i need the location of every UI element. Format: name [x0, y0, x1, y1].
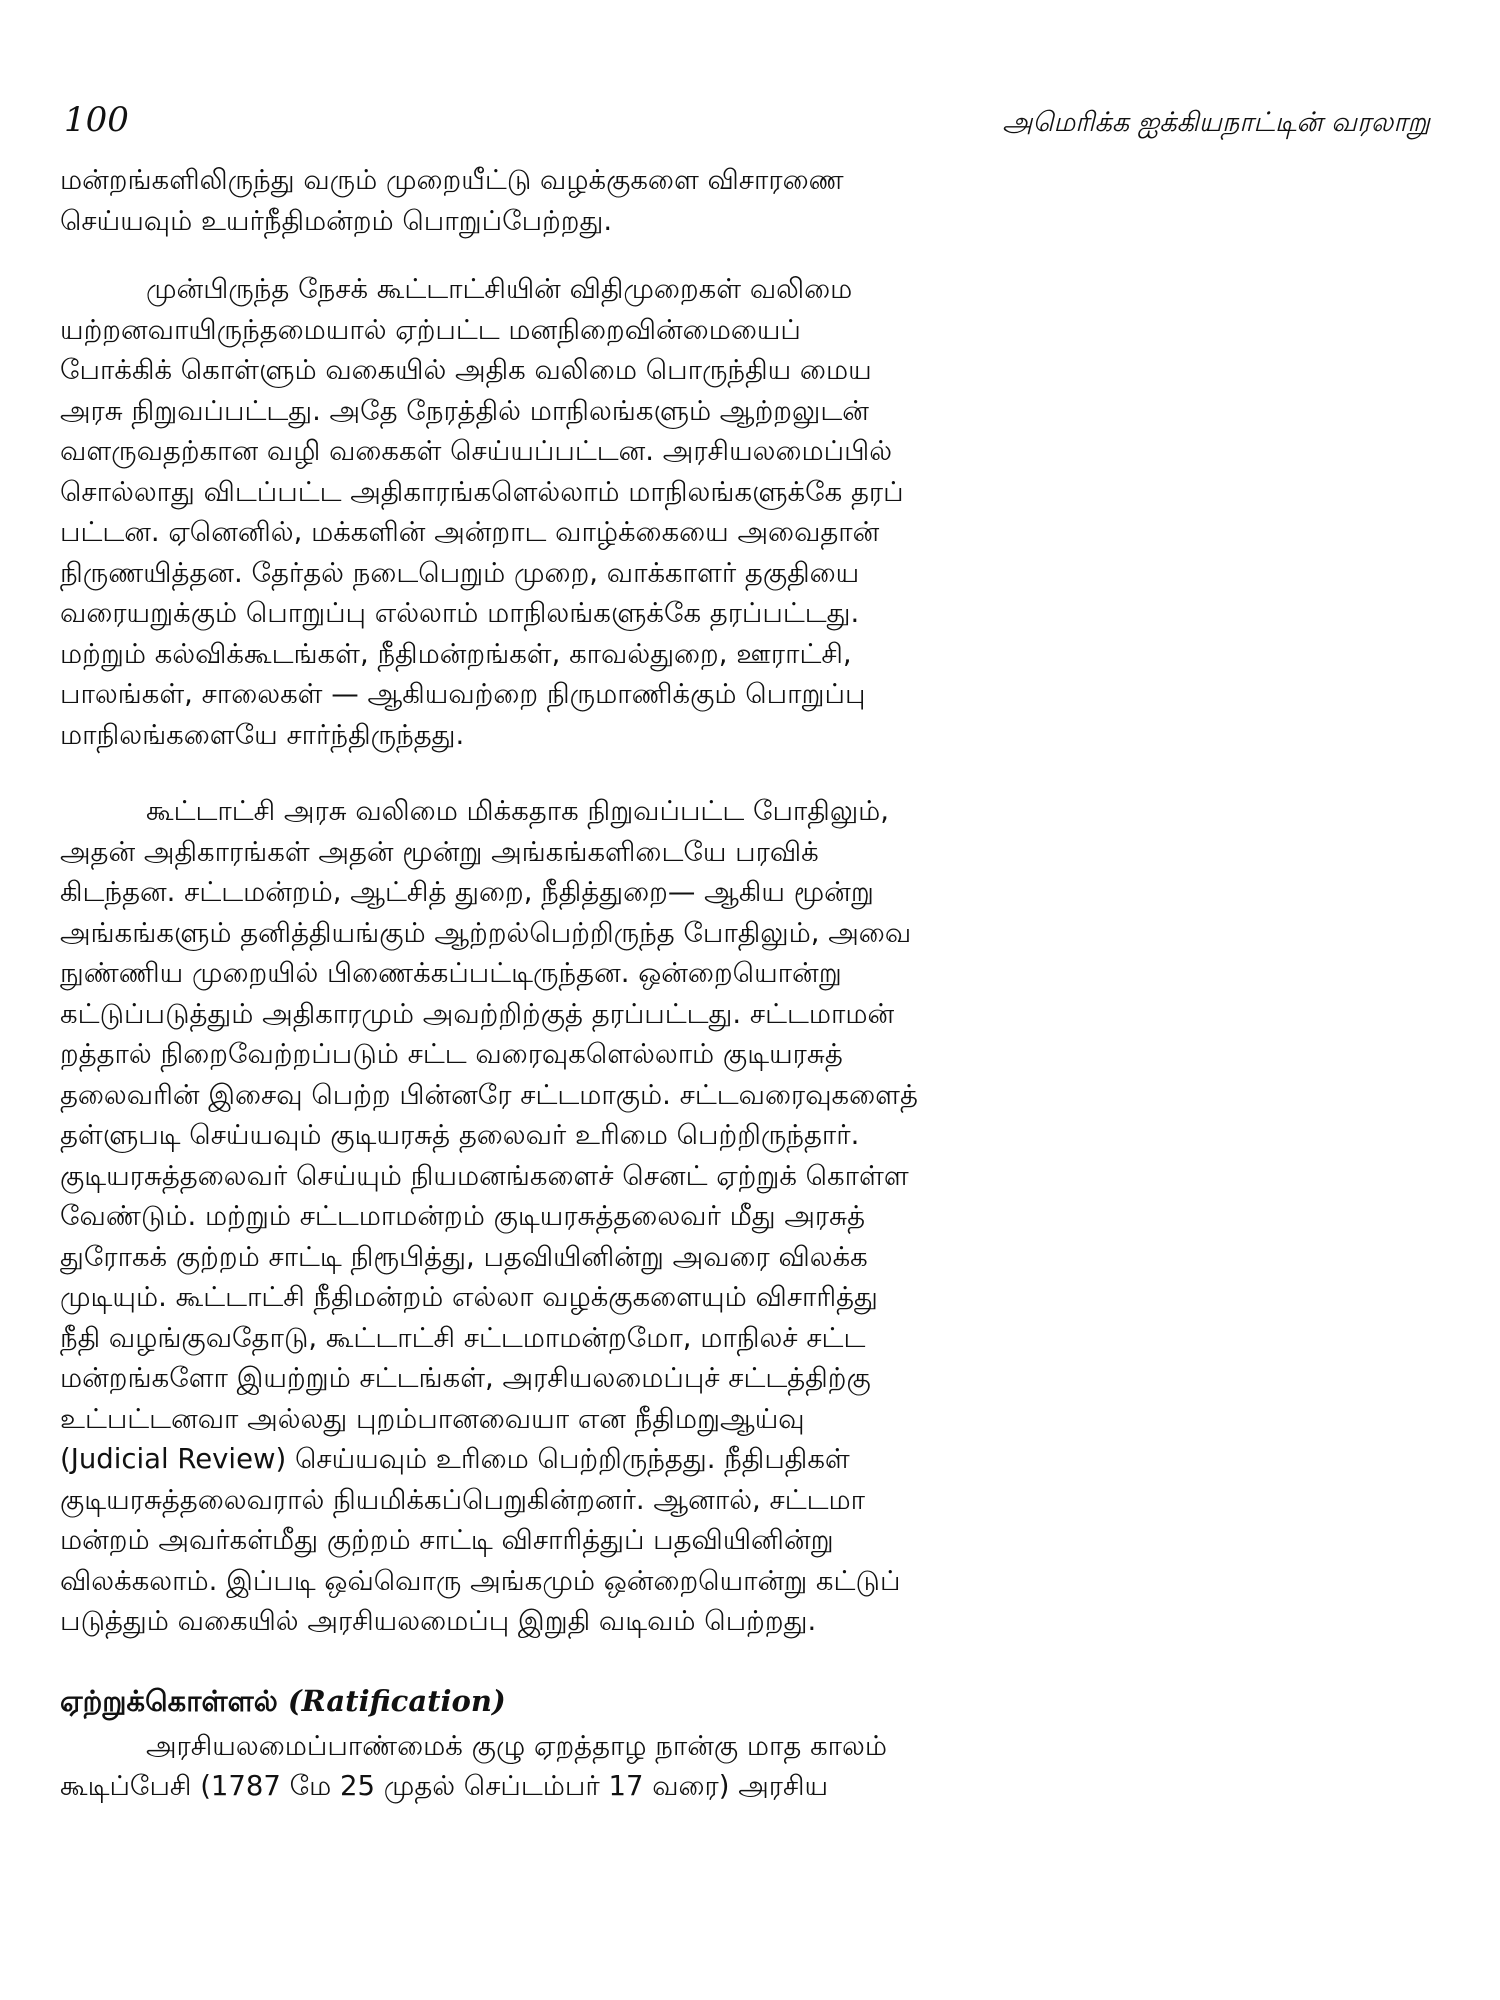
paragraph-checks-and-balances: கூட்டாட்சி அரசு வலிமை மிக்கதாக நிறுவப்பட்ட போதிலும், அதன் அதிகாரங்கள் அதன் மூன்று அங்கங்களிடையே பரவிக் கிடந்தன. சட்டமன்றம், ஆட்சித் துறை, நீதித்துறை— ஆகிய மூன்று அங்கங்களும் தனித்தியங்கும் ஆற்றல்பெற்றிருந்த போதிலும், அவை நுண்ணிய முறையில் பிணைக்கப்பட்டிருந்தன. ஒன்றையொன்று கட்டுப்படுத்தும் அதிகாரமும் அவற்றிற்குத் தரப்பட்டது. சட்டமாமன் றத்தால் நிறைவேற்றப்படும் சட்ட வரைவுகளெல்லாம் குடியரசுத் தலைவரின் இசைவு பெற்ற பின்னரே சட்டமாகும். சட்டவரைவுகளைத் தள்ளுபடி செய்யவும் குடியரசுத் தலைவர் உரிமை பெற்றிருந்தார். குடியரசுத்தலைவர் செய்யும் நியமனங்களைச் செனட் ஏற்றுக் கொள்ள வேண்டும். மற்றும் சட்டமாமன்றம் குடியரசுத்தலைவர் மீது அரசுத் துரோகக் குற்றம் சாட்டி நிரூபித்து, பதவியினின்று அவரை விலக்க முடியும். கூட்டாட்சி நீதிமன்றம் எல்லா வழக்குகளையும் விசாரித்து நீதி வழங்குவதோடு, கூட்டாட்சி சட்டமாமன்றமோ, மாநிலச் சட்ட மன்றங்களோ இயற்றும் சட்டங்கள், அரசியலமைப்புச் சட்டத்திற்கு உட்பட்டனவா அல்லது புறம்பானவையா என நீதிமறுஆய்வு (Judicial Review) செய்யவும் உரிமை பெற்றிருந்தது. நீதிபதிகள் குடியரசுத்தலைவரால் நியமிக்கப்பெறுகின்றனர். ஆனால், சட்டமா மன்றம் அவர்கள்மீது குற்றம் சாட்டி விசாரித்துப் பதவியினின்று விலக்கலாம். இப்படி ஒவ்வொரு அங்கமும் ஒன்றையொன்று கட்டுப் படுத்தும் வகையில் அரசியலமைப்பு இறுதி வடிவம் பெற்றது.	[60, 795, 918, 1637]
paragraph-federal-powers: முன்பிருந்த நேசக் கூட்டாட்சியின் விதிமுறைகள் வலிமை யற்றனவாயிருந்தமையால் ஏற்பட்ட மனநிறைவின்மையைப் போக்கிக் கொள்ளும் வகையில் அதிக வலிமை பொருந்திய மைய அரசு நிறுவப்பட்டது. அதே நேரத்தில் மாநிலங்களும் ஆற்றலுடன் வளருவதற்கான வழி வகைகள் செய்யப்பட்டன. அரசியலமைப்பில் சொல்லாது விடப்பட்ட அதிகாரங்களெல்லாம் மாநிலங்களுக்கே தரப் பட்டன. ஏனெனில், மக்களின் அன்றாட வாழ்க்கையை அவைதான் நிருணயித்தன. தேர்தல் நடைபெறும் முறை, வாக்காளர் தகுதியை வரையறுக்கும் பொறுப்பு எல்லாம் மாநிலங்களுக்கே தரப்பட்டது. மற்றும் கல்விக்கூடங்கள், நீதிமன்றங்கள், காவல்துறை, ஊராட்சி, பாலங்கள், சாலைகள் — ஆகியவற்றை நிருமாணிக்கும் பொறுப்பு மாநிலங்களையே சார்ந்திருந்தது.	[60, 273, 904, 751]
page-number: 100	[64, 100, 129, 140]
paragraph-continuation: மன்றங்களிலிருந்து வரும் முறையீட்டு வழக்குகளை விசாரணை செய்யவும் உயர்நீதிமன்றம் பொறுப்பேற்றது.	[60, 164, 844, 237]
section-heading-english: (Ratification)	[287, 1683, 506, 1718]
running-book-title: அமெரிக்க ஐக்கியநாட்டின் வரலாறு	[1002, 107, 1430, 138]
section-heading-tamil: ஏற்றுக்கொள்ளல்	[60, 1683, 278, 1718]
book-page	[60, 100, 1450, 1807]
section-heading-ratification	[60, 1680, 1450, 1722]
running-header	[60, 100, 1450, 160]
paragraph-ratification: அரசியலமைப்பாண்மைக் குழு ஏறத்தாழ நான்கு மாத காலம் கூடிப்பேசி (1787 மே 25 முதல் செப்டம்பர் 17 வரை) அரசிய	[60, 1729, 887, 1802]
